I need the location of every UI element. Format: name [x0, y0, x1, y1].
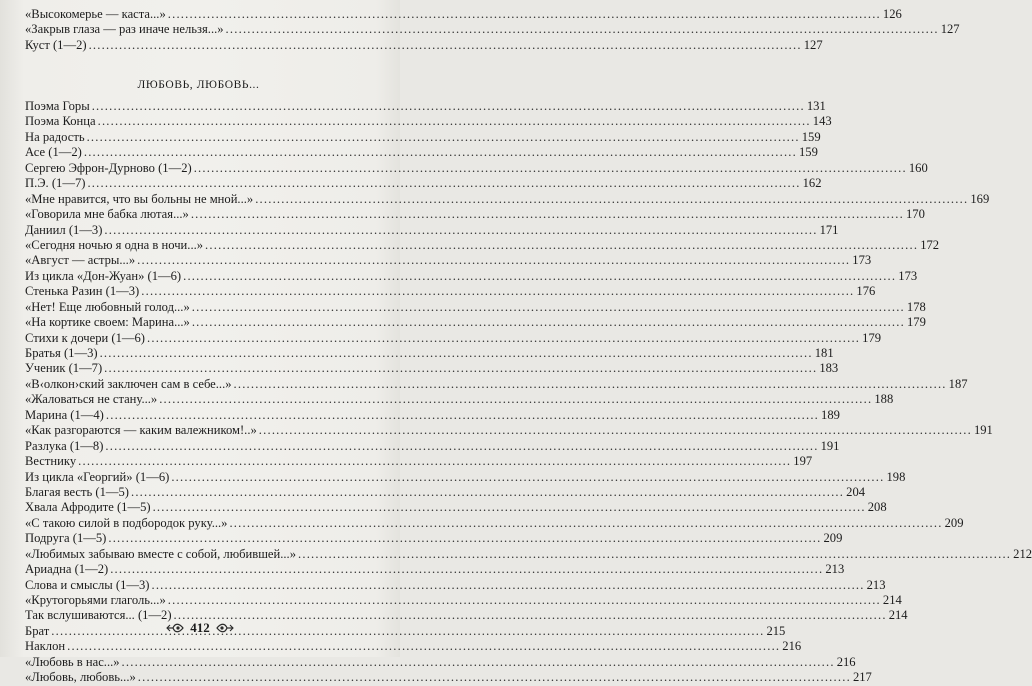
toc-leader-dots [191, 207, 904, 222]
toc-leader-dots [104, 361, 817, 376]
toc-entry-page: 197 [793, 454, 813, 469]
toc-entry-title: Стихи к дочери (1—6) [25, 330, 145, 345]
page-number: 412 [190, 620, 210, 635]
toc-leader-dots [110, 562, 823, 577]
toc-entry-title: «Сегодня ночью я одна в ночи...» [25, 237, 204, 252]
toc-entry-page: 126 [882, 7, 902, 21]
toc-entry-page: 198 [886, 469, 906, 484]
toc-leader-dots [105, 439, 818, 454]
ornament-right-icon [216, 622, 234, 634]
toc-entry-page: 131 [806, 99, 826, 113]
toc-leader-dots [98, 114, 811, 129]
toc-leader-dots [87, 176, 800, 191]
toc-entry-title: Ариадна (1—2) [25, 562, 109, 577]
toc-entry-page: 213 [866, 577, 886, 592]
toc-leader-dots [138, 670, 851, 685]
toc-leader-dots [205, 238, 918, 253]
toc-entry-page: 208 [867, 500, 887, 515]
toc-leader-dots [229, 516, 942, 531]
toc-entry-title: «С такою силой в подбородок руку...» [25, 515, 228, 530]
toc-leader-dots [100, 346, 813, 361]
toc-top-list [25, 7, 960, 53]
toc-entry [25, 546, 1032, 562]
toc-entry [25, 315, 926, 330]
toc-entry-title: Наклон [25, 639, 66, 654]
toc-entry [25, 593, 902, 608]
toc-leader-dots [259, 423, 972, 438]
toc-entry-page: 187 [948, 376, 968, 391]
toc-entry [25, 191, 990, 207]
toc-entry [25, 515, 964, 531]
toc-entry [25, 222, 839, 238]
toc-main-list [25, 99, 1032, 686]
toc-leader-dots [192, 315, 905, 330]
toc-entry-page: 181 [814, 346, 834, 360]
toc-entry-title: «Нет! Еще любовный голод...» [25, 299, 190, 314]
toc-entry-title: Даниил (1—3) [25, 222, 103, 237]
toc-leader-dots [131, 485, 844, 500]
toc-entry-page: 214 [882, 593, 902, 607]
toc-entry [25, 129, 821, 145]
toc-leader-dots [141, 284, 854, 299]
section-heading: ЛЮБОВЬ, ЛЮБОВЬ... [137, 79, 260, 91]
toc-entry-page: 179 [906, 315, 926, 330]
toc-leader-dots [298, 547, 1011, 562]
toc-entry-page: 189 [821, 407, 840, 422]
toc-entry-title: Ученик (1—7) [25, 361, 103, 376]
toc-entry-title: Благая весть (1—5) [25, 484, 129, 499]
toc-entry [25, 37, 823, 53]
toc-leader-dots [153, 500, 866, 515]
toc-entry-page: 160 [908, 160, 928, 175]
toc-entry-title: Сергею Эфрон-Дурново (1—2) [25, 160, 192, 175]
toc-entry [25, 299, 926, 315]
toc-leader-dots [122, 655, 835, 670]
toc-leader-dots [192, 300, 905, 315]
toc-entry-page: 213 [825, 562, 845, 577]
toc-entry [25, 454, 813, 469]
toc-entry [25, 392, 894, 407]
toc-entry-page: 209 [944, 515, 964, 530]
toc-entry-title: «Август — астры...» [25, 253, 136, 268]
toc-entry-title: «Любовь в нас...» [25, 654, 120, 669]
toc-entry [25, 7, 902, 22]
toc-entry [25, 376, 968, 392]
toc-entry-page: 216 [782, 639, 802, 654]
toc-entry-page: 159 [799, 145, 818, 160]
toc-entry-page: 173 [898, 268, 918, 283]
toc-entry-page: 170 [905, 207, 925, 222]
toc-entry-page: 216 [836, 654, 856, 669]
toc-entry-page: 188 [874, 392, 894, 407]
toc-leader-dots [234, 377, 947, 392]
toc-entry-title: Асе (1—2) [25, 145, 82, 160]
toc-entry-title: Куст (1—2) [25, 37, 87, 52]
ornament-left-icon [166, 622, 184, 634]
toc-entry [25, 284, 876, 299]
toc-entry [25, 145, 818, 160]
toc-entry-page: 159 [801, 129, 821, 144]
toc-entry [25, 346, 834, 361]
toc-entry-title: Слова и смыслы (1—3) [25, 577, 150, 592]
toc-entry-page: 127 [940, 22, 960, 37]
toc-entry-title: Братья (1—3) [25, 346, 98, 360]
toc-leader-dots [226, 22, 939, 37]
toc-leader-dots [108, 531, 821, 546]
toc-entry [25, 423, 993, 438]
toc-leader-dots [168, 7, 881, 22]
toc-leader-dots [159, 392, 872, 407]
toc-entry-page: 127 [803, 37, 823, 52]
toc-entry-title: «Закрыв глаза — раз иначе нельзя...» [25, 22, 224, 37]
toc-entry-page: 169 [970, 191, 990, 206]
toc-leader-dots [171, 470, 884, 485]
toc-entry-title: Из цикла «Георгий» (1—6) [25, 469, 170, 484]
toc-entry-title: «В‹олкон›ский заключен сам в себе...» [25, 376, 232, 391]
toc-entry-title: Стенька Разин (1—3) [25, 284, 140, 299]
toc-entry-title: «Говорила мне бабка лютая...» [25, 207, 189, 222]
toc-entry-page: 209 [823, 531, 843, 546]
toc-entry-title: «Любимых забываю вместе с собой, любившей...» [25, 546, 296, 561]
toc-leader-dots [92, 99, 805, 114]
toc-entry-title: «На кортике своем: Марина...» [25, 315, 190, 330]
toc-entry-page: 143 [812, 114, 832, 129]
toc-entry-page: 214 [888, 608, 908, 623]
toc-entry-title: Вестнику [25, 454, 77, 469]
toc-leader-dots [255, 192, 968, 207]
toc-leader-dots [151, 578, 864, 593]
toc-entry-page: 178 [906, 299, 926, 314]
toc-entry-title: Так вслушиваются... (1—2) [25, 608, 172, 623]
toc-entry-title: «Как разгораются — каким валежником!..» [25, 423, 257, 438]
toc-entry-page: 183 [819, 361, 839, 376]
toc-entry-title: «Крутогорьями глаголь...» [25, 593, 166, 607]
toc-entry-page: 171 [819, 222, 839, 237]
toc-entry-title: На радость [25, 129, 85, 144]
toc-entry [25, 176, 822, 191]
toc-entry [25, 670, 872, 685]
toc-leader-dots [87, 130, 800, 145]
toc-entry-page: 176 [856, 284, 876, 299]
toc-entry-page: 173 [852, 253, 872, 268]
toc-entry [25, 500, 887, 515]
toc-entry [25, 268, 918, 284]
toc-entry [25, 160, 928, 176]
toc-leader-dots [89, 38, 802, 53]
toc-entry-page: 212 [1013, 546, 1032, 561]
toc-entry-title: Разлука (1—8) [25, 438, 104, 453]
toc-entry [25, 114, 832, 129]
page-folio [0, 620, 400, 636]
toc-leader-dots [168, 593, 881, 608]
toc-leader-dots [194, 161, 907, 176]
toc-entry-title: Подруга (1—5) [25, 531, 107, 546]
toc-entry-title: Брат [25, 623, 50, 638]
toc-entry-page: 179 [862, 330, 882, 345]
toc-leader-dots [84, 145, 797, 160]
toc-entry-title: Поэма Конца [25, 114, 96, 129]
toc-leader-dots [106, 408, 819, 423]
toc-entry-page: 191 [973, 423, 993, 438]
toc-entry [25, 438, 840, 454]
toc-entry-page: 172 [920, 237, 940, 252]
toc-leader-dots [78, 454, 791, 469]
toc-entry [25, 639, 802, 654]
toc-entry-title: Марина (1—4) [25, 407, 104, 422]
toc-entry [25, 407, 840, 423]
toc-entry [25, 253, 872, 268]
toc-entry [25, 654, 856, 670]
toc-entry-title: «Высокомерье — каста...» [25, 7, 166, 21]
toc-leader-dots [147, 331, 860, 346]
toc-entry-title: Поэма Горы [25, 99, 90, 113]
toc-entry-title: «Жаловаться не стану...» [25, 392, 158, 407]
toc-leader-dots [67, 639, 780, 654]
toc-entry [25, 22, 960, 37]
toc-entry [25, 531, 843, 546]
toc-entry-page: 162 [802, 176, 822, 191]
toc-entry [25, 361, 839, 376]
toc-entry-page: 215 [766, 623, 786, 638]
toc-leader-dots [183, 269, 896, 284]
toc-entry-page: 191 [820, 438, 840, 453]
toc-leader-dots [137, 253, 850, 268]
toc-entry-title: «Мне нравится, что вы больны не мной...» [25, 191, 254, 206]
toc-entry-page: 204 [846, 484, 866, 499]
toc-entry [25, 577, 886, 593]
toc-entry-page: 217 [852, 670, 872, 685]
toc-entry [25, 562, 845, 577]
toc-entry [25, 469, 906, 485]
toc-entry-title: Из цикла «Дон-Жуан» (1—6) [25, 268, 182, 283]
toc-entry-title: Хвала Афродите (1—5) [25, 500, 151, 515]
toc-leader-dots [104, 223, 817, 238]
toc-entry [25, 207, 925, 222]
toc-entry [25, 99, 826, 114]
toc-entry-title: П.Э. (1—7) [25, 176, 86, 191]
toc-entry [25, 237, 940, 253]
toc-entry [25, 330, 882, 346]
toc-entry-title: «Любовь, любовь...» [25, 670, 136, 685]
toc-entry [25, 484, 866, 500]
